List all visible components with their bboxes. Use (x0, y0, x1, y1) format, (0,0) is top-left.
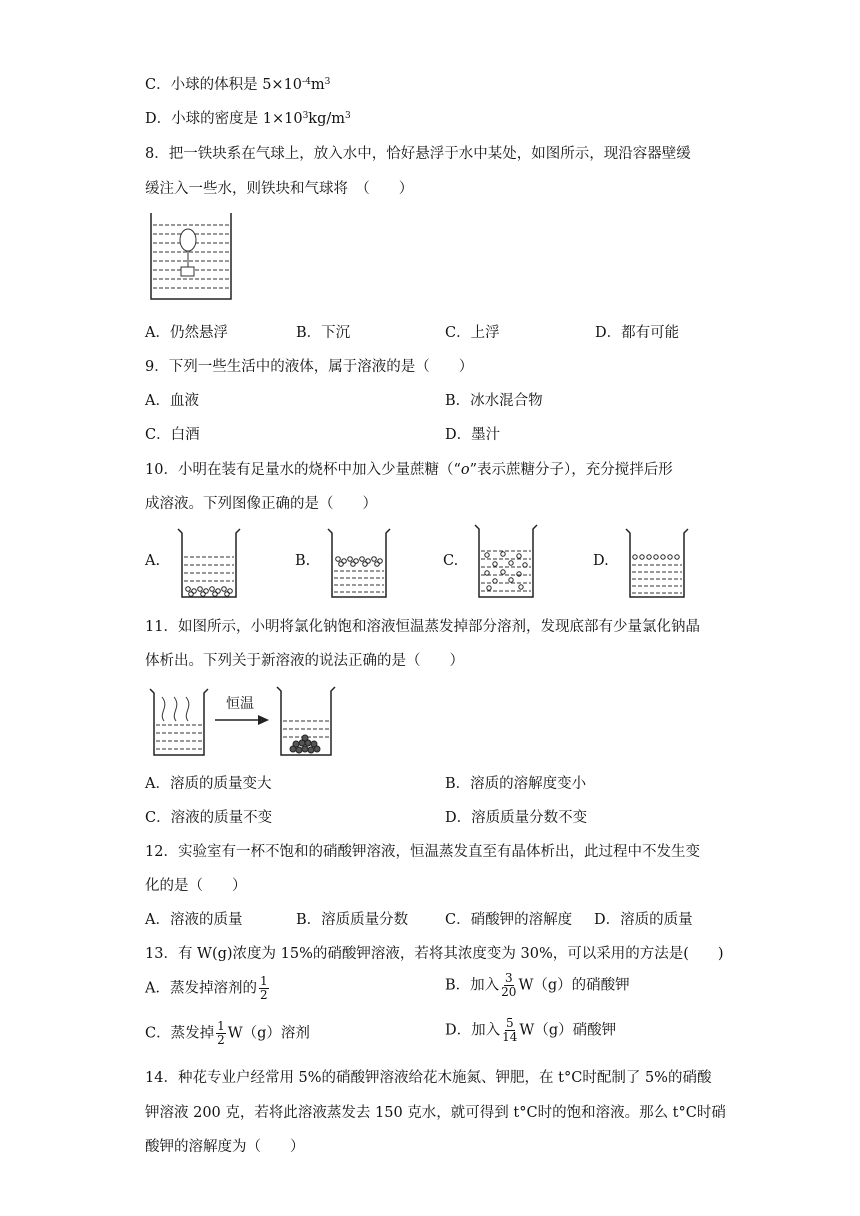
q13-option-c[interactable]: C．蒸发掉 $\frac{1}{2}$ W（g）溶剂 (145, 1019, 310, 1047)
fraction: $\frac{3}{20}$ (501, 971, 517, 999)
q10-beaker-b (326, 527, 392, 599)
q12-option-a[interactable]: A．溶液的质量 (145, 912, 243, 928)
q14-stem-line3: 酸钾的溶解度为（ ） (145, 1139, 305, 1155)
fraction: $\frac{5}{14}$ (502, 1016, 518, 1044)
q13-option-a[interactable]: A．蒸发掉溶剂的 $\frac{1}{2}$ (145, 974, 268, 1002)
q12-stem-line2: 化的是（ ） (145, 878, 247, 894)
q12-option-b[interactable]: B．溶质质量分数 (296, 912, 409, 928)
q11-option-c[interactable]: C．溶液的质量不变 (145, 810, 273, 826)
q11-arrow-icon (214, 714, 270, 726)
q14-stem-line2: 钾溶液 200 克，若将此溶液蒸发去 150 克水，就可得到 t°C时的饱和溶液。那么 t°C时硝 (145, 1105, 726, 1121)
sugar-molecule-symbol: o (460, 462, 470, 478)
q8-figure-container (150, 213, 232, 301)
q11-option-d[interactable]: D．溶质质量分数不变 (445, 810, 588, 826)
q12-option-c[interactable]: C．硝酸钾的溶解度 (445, 912, 573, 928)
q11-stem-line1: 11．如图所示，小明将氯化钠饱和溶液恒温蒸发掉部分溶剂，发现底部有少量氯化钠晶 (145, 619, 700, 635)
iron-block (181, 267, 194, 276)
q9-option-c[interactable]: C．白酒 (145, 427, 200, 443)
q9-stem: 9．下列一些生活中的液体，属于溶液的是（ ） (145, 359, 474, 375)
q7-option-c: C．小球的体积是 $5\times 10^{-4}m^3$ (145, 77, 331, 93)
q10-beaker-d (624, 527, 690, 599)
q11-option-a[interactable]: A．溶质的质量变大 (145, 776, 272, 792)
q11-arrow-label: 恒温 (226, 696, 254, 712)
q13-option-d[interactable]: D．加入 $\frac{5}{14}$ W（g）硝酸钾 (445, 1016, 617, 1044)
q7-option-d: D．小球的密度是 $1\times 10^3kg/m^3$ (145, 111, 351, 127)
q8-option-d[interactable]: D．都有可能 (595, 325, 680, 341)
q10-label-c[interactable]: C. (443, 553, 459, 569)
q8-stem-line1: 8．把一铁块系在气球上，放入水中，恰好悬浮于水中某处，如图所示，现沿容器壁缓 (145, 146, 691, 162)
q9-option-a[interactable]: A．血液 (145, 393, 199, 409)
q8-stem-line2: 缓注入一些水，则铁块和气球将 （ ） (145, 181, 414, 197)
q11-beaker-after (275, 685, 337, 757)
q10-beaker-c (473, 523, 539, 599)
q8-option-c[interactable]: C．上浮 (445, 325, 500, 341)
q10-label-b[interactable]: B. (295, 553, 311, 569)
q10-stem-line1: 10．小明在装有足量水的烧杯中加入少量蔗糖（“o”表示蔗糖分子），充分搅拌后形 (145, 462, 673, 478)
q12-option-d[interactable]: D．溶质的质量 (594, 912, 693, 928)
q10-label-d[interactable]: D. (593, 553, 609, 569)
q10-label-a[interactable]: A. (145, 553, 161, 569)
q13-stem: 13．有 W(g)浓度为 15%的硝酸钾溶液，若将其浓度变为 30%，可以采用的方法是( ) (145, 946, 724, 962)
balloon (180, 229, 196, 251)
q14-stem-line1: 14．种花专业户经常用 5%的硝酸钾溶液给花木施氮、钾肥，在 t°C时配制了 5%的硝酸 (145, 1070, 712, 1086)
q11-option-b[interactable]: B．溶质的溶解度变小 (445, 776, 587, 792)
fraction: $\frac{1}{2}$ (259, 974, 268, 1002)
q11-stem-line2: 体析出。下列关于新溶液的说法正确的是（ ） (145, 653, 464, 669)
q8-option-a[interactable]: A．仍然悬浮 (145, 325, 228, 341)
q11-beaker-before (148, 687, 210, 757)
q8-option-b[interactable]: B．下沉 (296, 325, 351, 341)
q9-option-b[interactable]: B．冰水混合物 (445, 393, 543, 409)
fraction: $\frac{1}{2}$ (217, 1019, 225, 1047)
crystals (290, 735, 320, 753)
q10-stem-line2: 成溶液。下列图像正确的是（ ） (145, 496, 377, 512)
q9-option-d[interactable]: D．墨汁 (445, 427, 501, 443)
q10-beaker-a (176, 527, 242, 599)
q12-stem-line1: 12．实验室有一杯不饱和的硝酸钾溶液，恒温蒸发直至有晶体析出，此过程中不发生变 (145, 844, 700, 860)
q13-option-b[interactable]: B．加入 $\frac{3}{20}$ W（g）的硝酸钾 (445, 971, 630, 999)
